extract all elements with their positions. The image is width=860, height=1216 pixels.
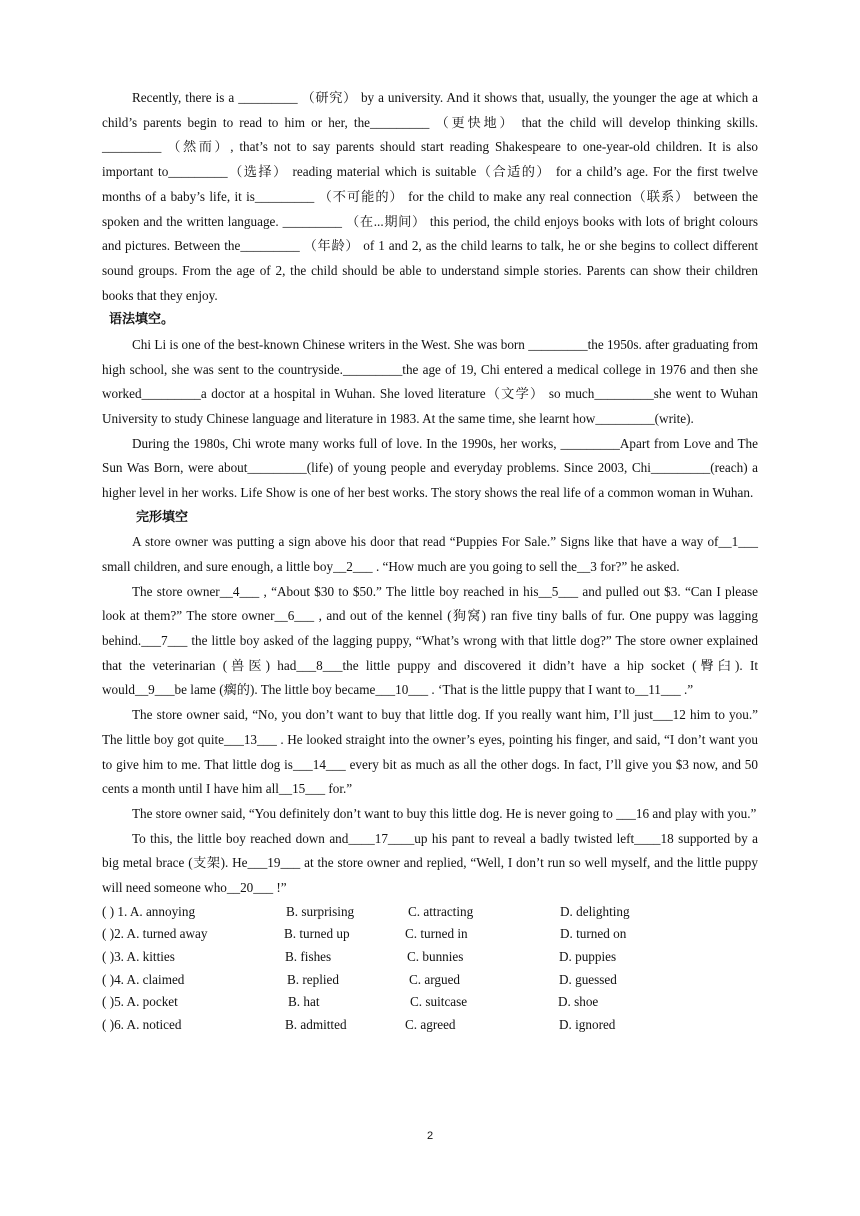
option-d: D. ignored — [559, 1016, 616, 1032]
question-row — [102, 923, 758, 946]
cloze-paragraph: The store owner said, “No, you don’t want to buy that little dog. If you really want him, I’ll just___12 him to you.” The little boy got quite___13___ . He looked straight into the owner’s eyes, pointing his finger, and said, “I don’t want you to give him to me. That little dog is___14___ every bit as much as all the other dogs. In fact, I’ll give you $3 now, and 50 cents a month until I have him all__15___ for.” — [102, 707, 758, 797]
passage-paragraph: Recently, there is a _________ （研究） by a university. And it shows that, usually, the younger the age at which a child’s parents begin to read to him or her, the_________ （更快地） that the child will develop thinking skills. _________ （然而）, that’s not to say parents should start reading Shakespeare to one-year-old children. It is also important to_________（选择） reading material which is suitable（合适的） for a child’s age. For the first twelve months of a baby’s life, it is_________ （不可能的） for the child to make any real connection（联系） between the spoken and the written language. _________ （在...期间） this period, the child enjoys books with lots of bright colours and pictures. Between the_________ （年龄） of 1 and 2, as the child learns to talk, he or she begins to collect different sound groups. From the age of 2, the child should be able to understand simple stories. Parents can show their children books that they enjoy. — [102, 90, 758, 303]
option-c: C. argued — [409, 971, 461, 987]
option-d: D. turned on — [560, 926, 627, 942]
question-number-and-option-a: ( )2. A. turned away — [102, 926, 208, 942]
cloze-paragraph: The store owner said, “You definitely don’t want to buy this little dog. He is never going to ___16 and play with you.” — [132, 805, 757, 821]
option-c: C. attracting — [408, 903, 474, 919]
grammar-section-title: 语法填空。 — [109, 312, 175, 328]
question-number-and-option-a: ( ) 1. A. annoying — [102, 903, 196, 919]
option-b: B. admitted — [285, 1016, 347, 1032]
cloze-paragraph: To this, the little boy reached down and____17____up his pant to reveal a badly twisted left____18 supported by a big metal brace (支架). He___19___ at the store owner and replied, “Well, I don’t run so well myself, and the little puppy will need someone who__20___ !” — [102, 830, 758, 896]
option-c: C. agreed — [405, 1016, 456, 1032]
question-number-and-option-a: ( )6. A. noticed — [102, 1016, 182, 1032]
question-number-and-option-a: ( )5. A. pocket — [102, 994, 178, 1010]
option-d: D. shoe — [558, 994, 599, 1010]
option-c: C. turned in — [405, 926, 468, 942]
question-number-and-option-a: ( )4. A. claimed — [102, 971, 185, 987]
question-row — [102, 901, 758, 924]
cloze-paragraph: The store owner__4___ , “About $30 to $50.” The little boy reached in his__5___ and pulled out $3. “Can I please look at them?” The store owner__6___ , and out of the kennel (狗窝) ran five tiny balls of fur. One puppy was lagging behind.___7___ the little boy asked of the lagging puppy, “What’s wrong with that little dog?” The store owner explained that the veterinarian (兽医) had___8___the little puppy and discovered it didn’t have a hip socket (臀臼). It would__9___be lame (瘸的). The little boy became___10___ . ‘That is the little puppy that I want to__11___ .” — [102, 583, 758, 698]
question-row — [102, 1014, 758, 1037]
option-d: D. guessed — [559, 971, 617, 987]
question-list — [102, 901, 758, 1037]
cloze-paragraph: A store owner was putting a sign above his door that read “Puppies For Sale.” Signs like that have a way of__1___ small children, and sure enough, a little boy__2___ . “How much are you going to sell the__3 for?” he asked. — [102, 534, 758, 574]
option-b: B. replied — [287, 971, 340, 987]
cloze-section-title: 完形填空 — [136, 509, 189, 525]
grammar-paragraph: Chi Li is one of the best-known Chinese writers in the West. She was born _________the 1950s. after graduating from high school, she was sent to the countryside._________the age of 19, Chi entered a medical college in 1976 and then she worked_________a doctor at a hospital in Wuhan. She loved literature（文学） so much_________she went to Wuhan University to study Chinese language and literature in 1983. At the same time, she learnt how_________(write). — [102, 336, 758, 426]
question-row — [102, 969, 758, 992]
question-row — [102, 946, 758, 969]
question-row — [102, 991, 758, 1014]
page-number: 2 — [426, 1130, 434, 1142]
option-b: B. turned up — [284, 926, 350, 942]
option-d: D. delighting — [560, 903, 630, 919]
option-b: B. hat — [288, 994, 320, 1010]
option-b: B. surprising — [286, 903, 355, 919]
grammar-paragraph: During the 1980s, Chi wrote many works full of love. In the 1990s, her works, _________Apart from Love and The Sun Was Born, were about_________(life) of young people and everyday problems. Since 2003, Chi_________(reach) a higher level in her works. Life Show is one of her best works. The story shows the real life of a common woman in Wuhan. — [102, 435, 758, 501]
option-c: C. bunnies — [407, 948, 464, 964]
option-b: B. fishes — [285, 948, 332, 964]
document-page — [102, 86, 758, 1036]
option-c: C. suitcase — [410, 994, 468, 1010]
option-d: D. puppies — [559, 948, 617, 964]
question-number-and-option-a: ( )3. A. kitties — [102, 948, 175, 964]
